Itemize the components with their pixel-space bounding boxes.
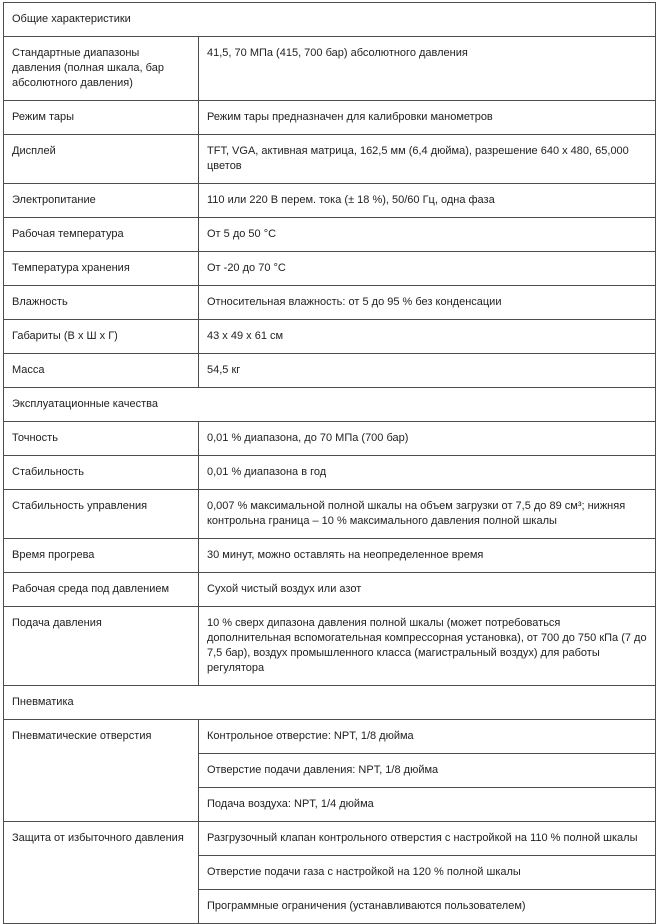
spec-label: Стабильность [4,456,199,490]
spec-label: Рабочая среда под давлением [4,573,199,607]
spec-value: Режим тары предназначен для калибровки манометров [199,101,656,135]
spec-value: 0,007 % максимальной полной шкалы на объем загрузки от 7,5 до 89 см³; нижняя контрольна граница – 10 % максимального давления полной шкалы [199,490,656,539]
spec-label: Влажность [4,286,199,320]
spec-label: Рабочая температура [4,218,199,252]
spec-value: Отверстие подачи давления: NPT, 1/8 дюйма [199,754,656,788]
spec-value: 0,01 % диапазона в год [199,456,656,490]
spec-value: Разгрузочный клапан контрольного отверстия с настройкой на 110 % полной шкалы [199,822,656,856]
spec-label: Габариты (В x Ш x Г) [4,320,199,354]
spec-label: Подача давления [4,607,199,686]
table-row [4,573,656,607]
spec-label: Стабильность управления [4,490,199,539]
spec-value: От 5 до 50 °C [199,218,656,252]
spec-label: Пневматические отверстия [4,720,199,822]
table-row [4,135,656,184]
spec-value: Программные ограничения (устанавливаются пользователем) [199,890,656,924]
spec-value: 10 % сверх дипазона давления полной шкалы (может потребоваться дополнительная вспомогательная компрессорная установка), от 700 до 750 кПа (7 до 7,5 бар), воздух промышленного класса (магистральный воздух) для работы регулятора [199,607,656,686]
spec-label: Масса [4,354,199,388]
spec-label: Стандартные диапазоны давления (полная шкала, бар абсолютного давления) [4,37,199,101]
table-row [4,218,656,252]
spec-label: Время прогрева [4,539,199,573]
table-row [4,286,656,320]
spec-value: 43 x 49 x 61 см [199,320,656,354]
spec-label: Точность [4,422,199,456]
spec-value: 30 минут, можно оставлять на неопределенное время [199,539,656,573]
spec-value: 54,5 кг [199,354,656,388]
spec-value: Относительная влажность: от 5 до 95 % без конденсации [199,286,656,320]
section-row-pneumatics [4,686,656,720]
spec-value: TFT, VGA, активная матрица, 162,5 мм (6,4 дюйма), разрешение 640 x 480, 65,000 цветов [199,135,656,184]
section-title: Пневматика [4,686,656,720]
table-row [4,184,656,218]
spec-label: Защита от избыточного давления [4,822,199,924]
table-row [4,252,656,286]
spec-value: Контрольное отверстие: NPT, 1/8 дюйма [199,720,656,754]
section-title: Общие характеристики [4,3,656,37]
table-row [4,456,656,490]
spec-label: Дисплей [4,135,199,184]
table-row [4,490,656,539]
spec-value: От -20 до 70 °C [199,252,656,286]
spec-value: Отверстие подачи газа с настройкой на 120 % полной шкалы [199,856,656,890]
spec-label: Температура хранения [4,252,199,286]
table-row [4,607,656,686]
table-row [4,539,656,573]
section-row-performance [4,388,656,422]
section-title: Эксплуатационные качества [4,388,656,422]
section-row-general [4,3,656,37]
spec-table [3,2,656,924]
table-row [4,822,656,856]
table-row [4,720,656,754]
table-row [4,101,656,135]
table-row [4,422,656,456]
table-row [4,320,656,354]
spec-value: 41,5, 70 МПа (415, 700 бар) абсолютного давления [199,37,656,101]
table-row [4,354,656,388]
spec-value: Сухой чистый воздух или азот [199,573,656,607]
spec-label: Электропитание [4,184,199,218]
spec-value: Подача воздуха: NPT, 1/4 дюйма [199,788,656,822]
spec-value: 0,01 % диапазона, до 70 МПа (700 бар) [199,422,656,456]
table-row [4,37,656,101]
spec-value: 110 или 220 В перем. тока (± 18 %), 50/60 Гц, одна фаза [199,184,656,218]
spec-label: Режим тары [4,101,199,135]
